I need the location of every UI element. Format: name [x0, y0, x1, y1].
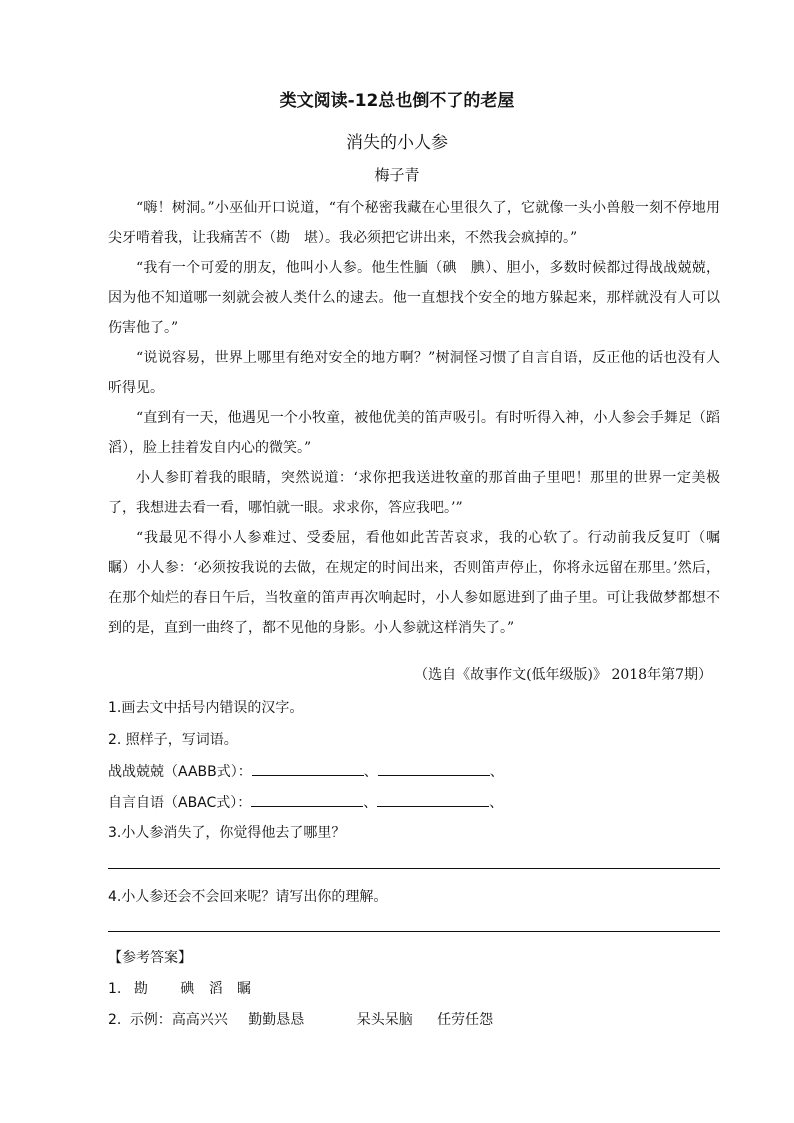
question-1: 1.画去文中括号内错误的汉字。	[108, 700, 304, 716]
answer-line[interactable]	[108, 931, 720, 932]
answer-1-item: 滔	[208, 981, 223, 997]
answer-2-number: 2.	[108, 1012, 122, 1028]
answer-line[interactable]	[108, 868, 720, 869]
answer-blank[interactable]	[377, 792, 489, 807]
answer-2-item: 任劳任怨	[437, 1012, 494, 1028]
page-title: 类文阅读-12总也倒不了的老屋	[279, 91, 515, 111]
separator: 、	[489, 764, 504, 780]
answer-1-row	[108, 978, 251, 998]
question-4: 4.小人参还会不会回来呢？请写出你的理解。	[108, 889, 388, 905]
story-paragraph: “直到有一天，他遇见一个小牧童，被他优美的笛声吸引。有时听得入神，小人参会手舞足（蹈 滔），脸上挂着发自内心的微笑。”	[108, 410, 734, 456]
separator: 、	[489, 795, 504, 811]
story-title: 消失的小人参	[346, 133, 448, 153]
answer-2-item: 高高兴兴	[171, 1012, 228, 1028]
answer-blank[interactable]	[378, 761, 490, 776]
answer-2-item: 勤勤恳恳	[248, 1012, 305, 1028]
question-2: 2. 照样子，写词语。	[108, 732, 238, 748]
story-body	[108, 193, 734, 643]
answer-2-item: 呆头呆脑	[356, 1012, 413, 1028]
answer-2-prefix: 示例：	[129, 1012, 172, 1028]
answer-1-number: 1.	[108, 981, 122, 997]
question-2a-row	[108, 761, 504, 781]
answer-1-item: 勘	[133, 981, 148, 997]
story-paragraph: “说说容易，世界上哪里有绝对安全的地方啊？”树洞怪习惯了自言自语，反正他的话也没有人听得见。	[108, 350, 720, 396]
answer-2-row	[108, 1009, 493, 1029]
answer-blank[interactable]	[252, 761, 364, 776]
question-2a-label: 战战兢兢（AABB式）：	[108, 764, 252, 780]
question-3: 3.小人参消失了，你觉得他去了哪里？	[108, 825, 346, 841]
answers-heading: 【参考答案】	[108, 950, 192, 966]
story-paragraph: “嗨！树洞。”小巫仙开口说道，“有个秘密我藏在心里很久了，它就像一头小兽般一刻不停地用尖牙啃着我，让我痛苦不（勘 堪）。我必须把它讲出来，不然我会疯掉的。”	[108, 200, 720, 246]
story-paragraph: 小人参盯着我的眼睛，突然说道：‘求你把我送进牧童的那首曲子里吧！那里的世界一定美极了，我想进去看一看，哪怕就一眼。求求你，答应我吧。’”	[108, 470, 720, 516]
story-paragraph: “我有一个可爱的朋友，他叫小人参。他生性腼（碘 腆）、胆小，多数时候都过得战战兢兢，因为他不知道哪一刻就会被人类什么的逮去。他一直想找个安全的地方躲起来，那样就没有人可以伤害他了。”	[108, 260, 720, 336]
story-author: 梅子青	[374, 166, 420, 184]
answer-1-item: 碘	[180, 981, 195, 997]
story-paragraph: “我最见不得小人参难过、受委屈，看他如此苦苦哀求，我的心软了。行动前我反复叮（嘱 瞩）小人参：‘必须按我说的去做，在规定的时间出来，否则笛声停止，你将永远留在那里。’然后，在那个灿烂的春日午后，当牧童的笛声再次响起时，小人参如愿进到了曲子里。可让我做梦都想不到的是，直到一曲终了，都不见他的身影。小人参就这样消失了。”	[108, 530, 734, 636]
answer-blank[interactable]	[251, 792, 363, 807]
separator: 、	[363, 764, 378, 780]
story-source: （选自《故事作文(低年级版)》 2018年第7期）	[414, 667, 712, 683]
separator: 、	[363, 795, 378, 811]
answer-1-item: 瞩	[237, 981, 252, 997]
question-2b-label: 自言自语（ABAC式）：	[108, 795, 252, 811]
question-2b-row	[108, 792, 503, 812]
